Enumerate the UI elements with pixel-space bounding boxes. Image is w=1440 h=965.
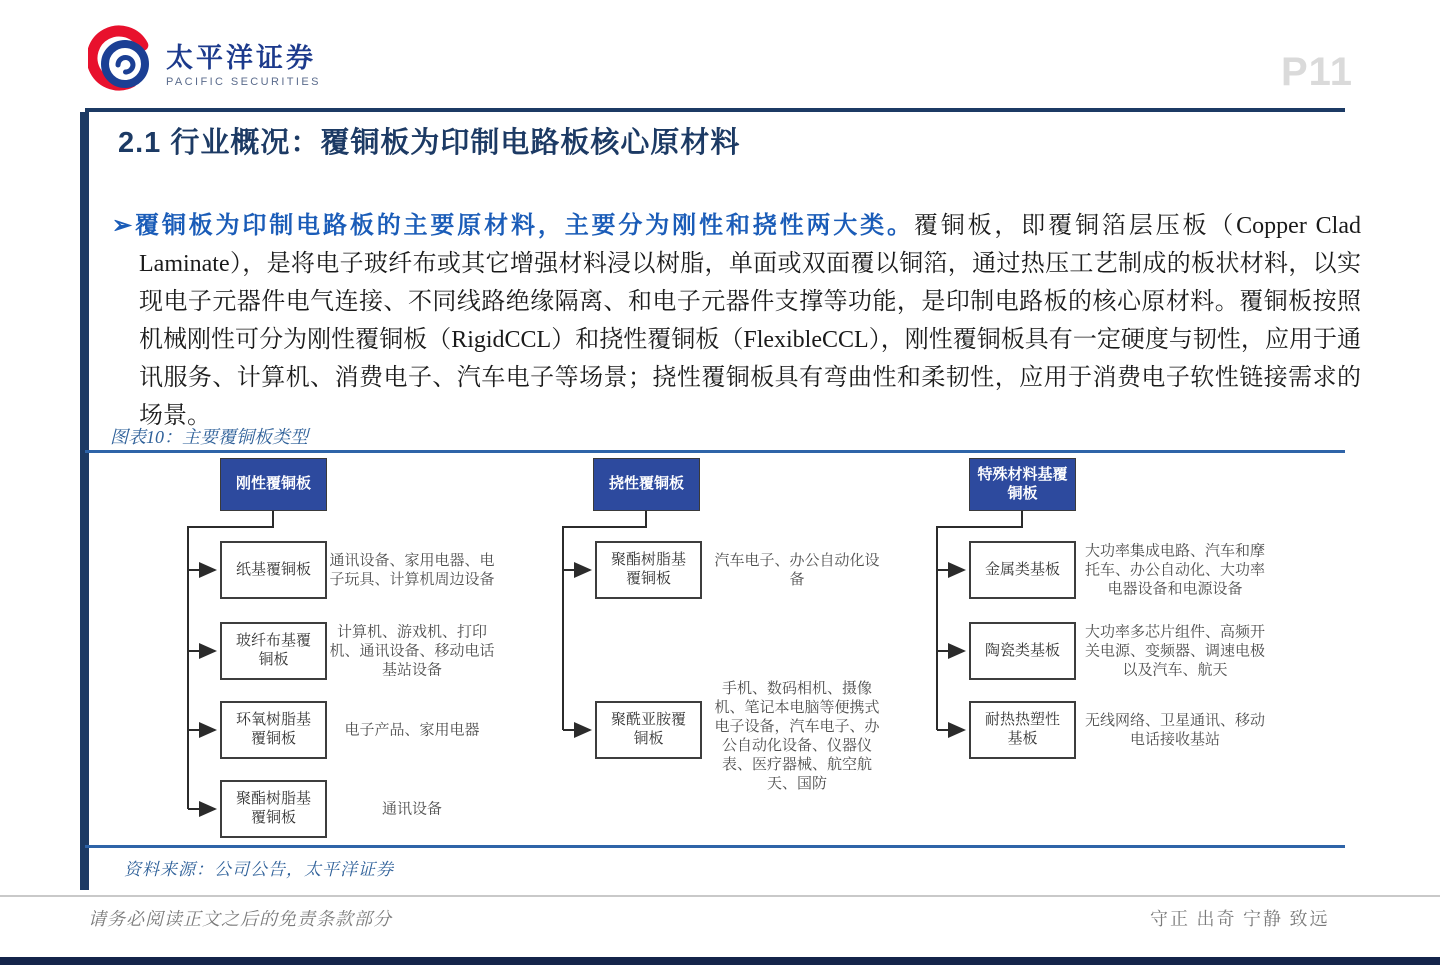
figure-bottom-rule	[85, 845, 1345, 848]
logo	[88, 12, 408, 104]
node-header-special-material-ccl: 特殊材料基覆铜板	[969, 458, 1076, 511]
apps-ceramic-base-board: 大功率多芯片组件、高频开关电源、变频器、调速电极以及汽车、航天	[1085, 623, 1266, 679]
node-header-flexible-ccl: 挠性覆铜板	[593, 458, 700, 511]
pacific-securities-emblem-icon	[88, 14, 154, 102]
apps-polyimide-ccl: 手机、数码相机、摄像机、笔记本电脑等便携式电子设备，汽车电子、办公自动化设备、仪器仪表、医疗器械、航空航天、国防	[714, 680, 880, 792]
node-heat-resistant-thermoplastic-board: 耐热热塑性基板	[969, 701, 1076, 759]
bottom-accent-bar	[0, 957, 1440, 965]
footer-disclaimer: 请务必阅读正文之后的免责条款部分	[88, 909, 392, 929]
figure-source: 资料来源：公司公告，太平洋证券	[124, 860, 394, 879]
node-polyester-resin-flex-ccl: 聚酯树脂基覆铜板	[595, 541, 702, 599]
apps-polyester-resin-ccl: 通讯设备	[381, 800, 442, 818]
apps-heat-resistant-thermoplastic-board: 无线网络、卫星通讯、移动电话接收基站	[1085, 712, 1266, 748]
ccl-types-diagram	[85, 455, 1345, 847]
node-metal-base-board: 金属类基板	[969, 541, 1076, 599]
node-polyimide-ccl: 聚酰亚胺覆铜板	[595, 701, 702, 759]
bullet-arrow-icon: ➢	[112, 213, 133, 239]
apps-glass-fiber-ccl: 计算机、游戏机、打印机、通讯设备、移动电话基站设备	[329, 623, 495, 679]
figure-top-rule	[85, 450, 1345, 453]
paragraph-body-text: 覆铜板，即覆铜箔层压板（Copper Clad Laminate），是将电子玻纤布或其它增强材料浸以树脂，单面或双面覆以铜箔，通过热压工艺制成的板状材料，以实现电子元器件电气连接、不同线路绝缘隔离、和电子元器件支撑等功能，是印制电路板的核心原材料。覆铜板按照机械刚性可分为刚性覆铜板（RigidCCL）和挠性覆铜板（FlexibleCCL），刚性覆铜板具有一定硬度与韧性，应用于通讯服务、计算机、消费电子、汽车电子等场景；挠性覆铜板具有弯曲性和柔韧性，应用于消费电子软性链接需求的场景。	[139, 213, 1361, 429]
apps-epoxy-resin-ccl: 电子产品、家用电器	[344, 721, 480, 739]
page-number: P11	[1281, 50, 1353, 94]
figure-caption: 图表10：主要覆铜板类型	[110, 427, 308, 447]
node-glass-fiber-ccl: 玻纤布基覆铜板	[220, 622, 327, 680]
logo-text	[166, 29, 321, 88]
apps-polyester-resin-flex-ccl: 汽车电子、办公自动化设备	[714, 552, 880, 588]
paragraph-lead	[112, 213, 914, 239]
header-rule	[85, 108, 1345, 112]
node-ceramic-base-board: 陶瓷类基板	[969, 622, 1076, 680]
logo-name-en: PACIFIC SECURITIES	[166, 75, 321, 88]
body-paragraph	[112, 207, 1361, 435]
apps-metal-base-board: 大功率集成电路、汽车和摩托车、办公自动化、大功率电器设备和电源设备	[1085, 542, 1266, 598]
node-header-rigid-ccl: 刚性覆铜板	[220, 458, 327, 511]
node-paper-base-ccl: 纸基覆铜板	[220, 541, 327, 599]
node-epoxy-resin-ccl: 环氧树脂基覆铜板	[220, 701, 327, 759]
logo-name-cn: 太平洋证券	[166, 42, 316, 73]
apps-paper-base-ccl: 通讯设备、家用电器、电子玩具、计算机周边设备	[329, 552, 495, 588]
footer-divider	[0, 895, 1440, 897]
paragraph-lead-text: 覆铜板为印制电路板的主要原材料，主要分为刚性和挠性两大类。	[132, 213, 914, 239]
footer-motto: 守正 出奇 宁静 致远	[1150, 909, 1330, 929]
node-polyester-resin-ccl: 聚酯树脂基覆铜板	[220, 780, 327, 838]
section-title: 2.1 行业概况：覆铜板为印制电路板核心原材料	[118, 127, 741, 159]
